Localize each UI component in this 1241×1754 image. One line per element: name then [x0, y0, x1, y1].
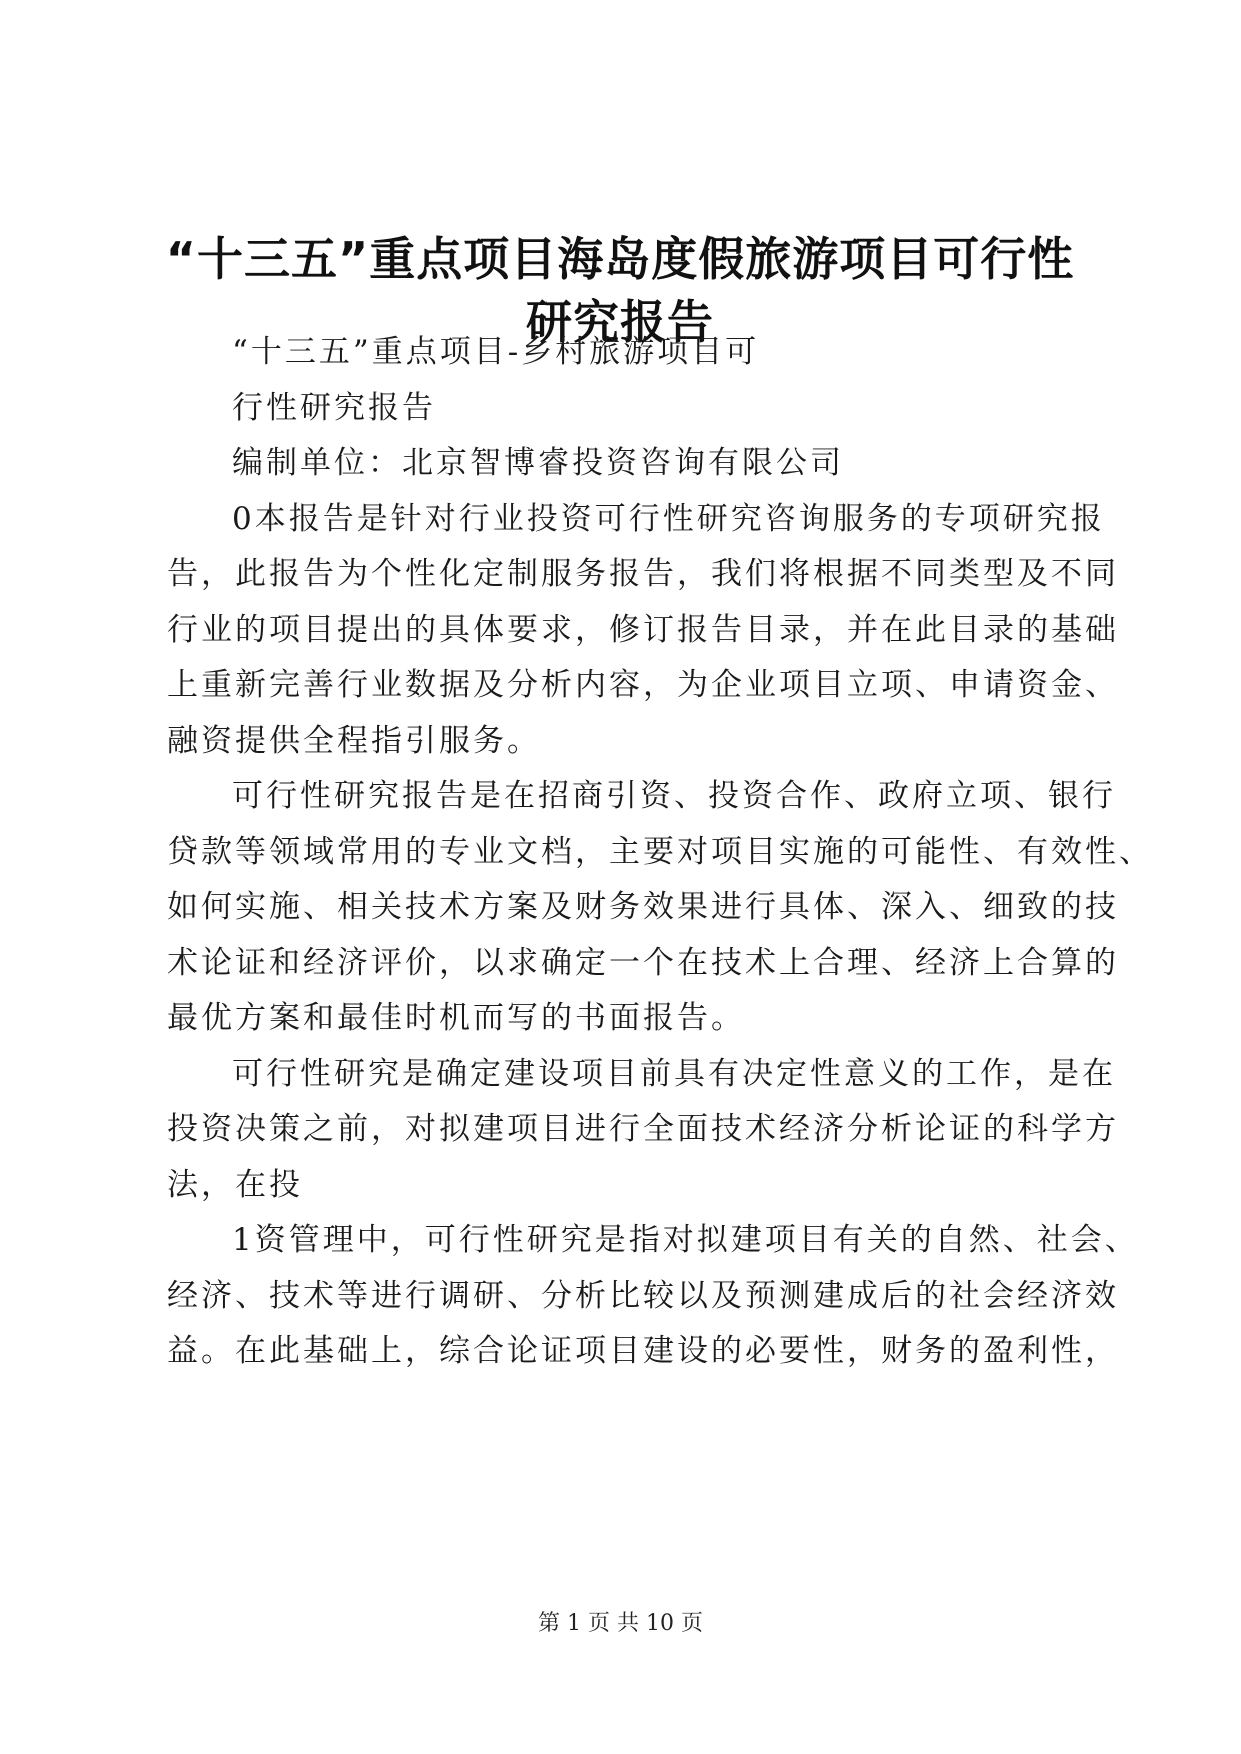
body-line: 术论证和经济评价，以求确定一个在技术上合理、经济上合算的 [167, 945, 1119, 981]
body-line: 益。在此基础上，综合论证项目建设的必要性，财务的盈利性， [167, 1333, 1119, 1369]
body-line: 可行性研究报告是在招商引资、投资合作、政府立项、银行 [232, 778, 1116, 814]
body-line: 投资决策之前，对拟建项目进行全面技术经济分析论证的科学方 [167, 1111, 1119, 1147]
document-title-line-1: “十三五”重点项目海岛度假旅游项目可行性 [165, 232, 1075, 286]
document-title-line-2: 研究报告 [526, 295, 714, 349]
body-line: 经济、技术等进行调研、分析比较以及预测建成后的社会经济效 [167, 1278, 1119, 1314]
compiler-line: 编制单位：北京智博睿投资咨询有限公司 [232, 445, 844, 481]
body-line: 0本报告是针对行业投资可行性研究咨询服务的专项研究报 [232, 501, 1105, 537]
page-footer: 第 1 页 共 10 页 [538, 1611, 703, 1636]
body-line: 如何实施、相关技术方案及财务效果进行具体、深入、细致的技 [167, 889, 1119, 925]
body-line: 融资提供全程指引服务。 [167, 723, 541, 759]
body-line: 可行性研究是确定建设项目前具有决定性意义的工作，是在 [232, 1056, 1116, 1092]
subtitle-line-2: 行性研究报告 [232, 390, 436, 426]
body-line: 告，此报告为个性化定制服务报告，我们将根据不同类型及不同 [167, 556, 1119, 592]
body-line: 贷款等领域常用的专业文档，主要对项目实施的可能性、有效性、 [167, 834, 1153, 870]
subtitle-line-1: “十三五”重点项目-乡村旅游项目可 [232, 334, 760, 370]
body-line: 行业的项目提出的具体要求，修订报告目录，并在此目录的基础 [167, 612, 1119, 648]
body-line: 上重新完善行业数据及分析内容，为企业项目立项、申请资金、 [167, 667, 1119, 703]
body-line: 最优方案和最佳时机而写的书面报告。 [167, 1000, 745, 1036]
body-line: 法，在投 [167, 1167, 303, 1203]
body-line: 1资管理中，可行性研究是指对拟建项目有关的自然、社会、 [232, 1222, 1139, 1258]
